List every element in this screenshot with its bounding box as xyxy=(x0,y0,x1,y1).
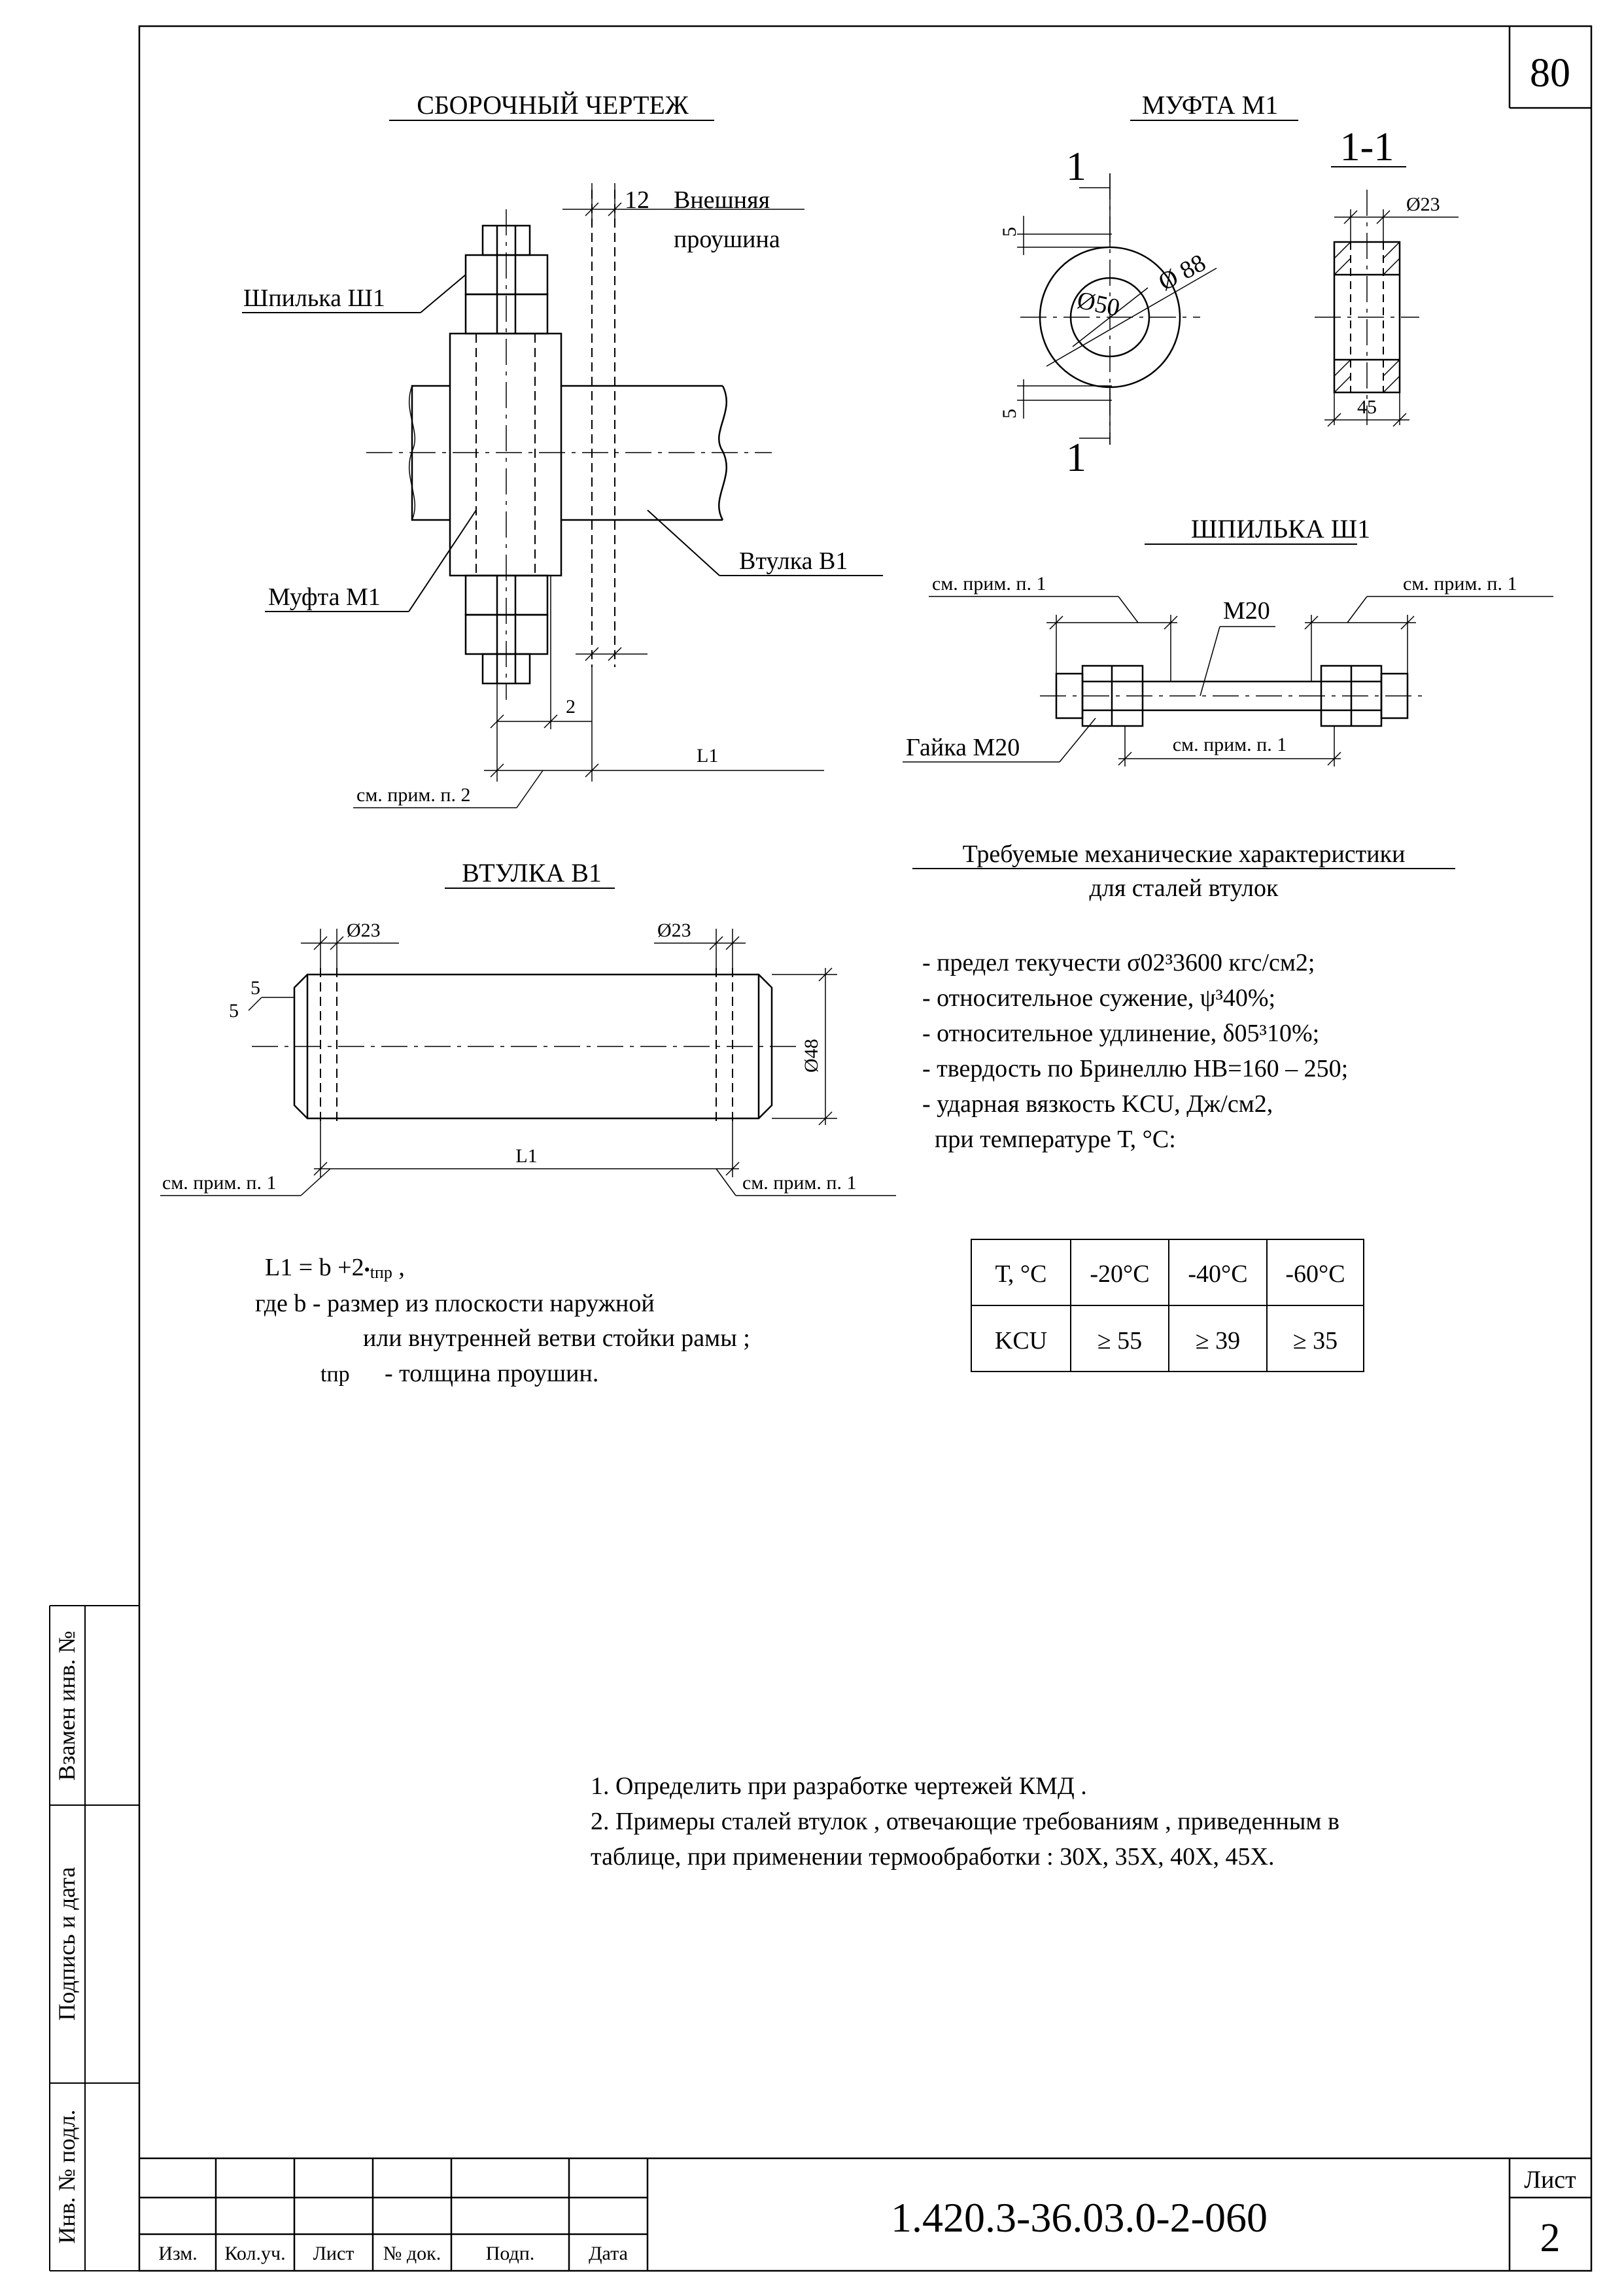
note-1: 1. Определить при разработке чертежей КМД . xyxy=(591,1772,1087,1800)
document-designation: 1.420.3-36.03.0-2-060 xyxy=(891,2194,1268,2241)
coupling-dim-5-top: 5 xyxy=(999,227,1020,237)
coupling-label: Муфта М1 xyxy=(268,583,381,611)
dim-l1-assembly: L1 xyxy=(697,745,719,767)
formula-line2: где b - размер из плоскости наружной xyxy=(255,1290,655,1317)
requirement-item-3: - относительное удлинение, δ05³10%; xyxy=(922,1020,1320,1047)
requirement-item-1: - предел текучести σ02³3600 кгс/см2; xyxy=(922,949,1315,976)
sleeve-dim-5b: 5 xyxy=(229,1000,239,1022)
stamp-replace-inv: Взамен инв. № xyxy=(54,1631,80,1781)
dim-2-l1-lines xyxy=(353,576,824,808)
formula-line4-sym: tпр xyxy=(320,1362,350,1387)
dim-12-lines xyxy=(562,183,804,661)
formula-line4-text: - толщина проушин. xyxy=(385,1360,599,1387)
stamp-inv-orig: Инв. № подл. xyxy=(54,2109,80,2244)
requirement-item-5: - ударная вязкость KCU, Дж/см2, xyxy=(922,1090,1273,1118)
stud-label: Шпилька Ш1 xyxy=(243,285,385,312)
table-header-40: -40°С xyxy=(1188,1260,1248,1288)
coupling-dim-5-bottom: 5 xyxy=(999,409,1020,419)
sheet-number: 2 xyxy=(1540,2216,1561,2260)
requirements-title-1: Требуемые механические характеристики xyxy=(962,840,1406,868)
table-header-temp: Т, °С xyxy=(995,1260,1047,1288)
stud-title: ШПИЛЬКА Ш1 xyxy=(1190,514,1371,544)
stud-thread: М20 xyxy=(1223,597,1270,625)
sleeve-note-ref-left: см. прим. п. 1 xyxy=(162,1172,277,1194)
sleeve-title: ВТУЛКА В1 xyxy=(462,858,602,888)
requirement-item-6: при температуре Т, °С: xyxy=(922,1126,1176,1153)
sleeve-dia-23-right: Ø23 xyxy=(657,920,691,941)
sleeve-dia-23-left: Ø23 xyxy=(347,920,381,941)
tb-col-sign: Подп. xyxy=(485,2243,535,2264)
cut-mark-top: 1 xyxy=(1066,145,1086,189)
section-dia-23: Ø23 xyxy=(1406,194,1440,215)
table-row-kcu: KCU xyxy=(994,1327,1048,1355)
sheet-label: Лист xyxy=(1524,2166,1576,2194)
formula-line3: или внутренней ветви стойки рамы ; xyxy=(363,1324,750,1352)
outer-lug-line1: Внешняя xyxy=(674,186,770,214)
sleeve-note-ref-right: см. прим. п. 1 xyxy=(742,1172,857,1194)
tb-col-doc: № док. xyxy=(383,2243,441,2264)
formula-line1: L1 = b +2•tпр , xyxy=(265,1254,405,1282)
requirement-item-4: - твердость по Бринеллю НВ=160 – 250; xyxy=(922,1055,1349,1082)
tb-col-izm: Изм. xyxy=(158,2243,198,2264)
note-2-cont: таблице, при применении термообработки : 30Х, 35Х, 40Х, 45Х. xyxy=(591,1843,1275,1871)
title-block-grid xyxy=(139,2158,1591,2271)
assembly-view xyxy=(409,226,727,683)
section-title: 1-1 xyxy=(1339,125,1394,169)
stud-note-ref-left: см. прим. п. 1 xyxy=(932,573,1046,595)
sheet-frame xyxy=(139,26,1591,2271)
stud-note-ref-mid: см. прим. п. 1 xyxy=(1172,734,1287,755)
coupling-dia-50: Ø50 xyxy=(1075,286,1122,322)
coupling-dia-88: Ø 88 xyxy=(1154,249,1211,296)
dim-2: 2 xyxy=(566,696,576,717)
stud-note-ref-right: см. прим. п. 1 xyxy=(1403,573,1517,595)
assembly-title: СБОРОЧНЫЙ ЧЕРТЕЖ xyxy=(417,90,689,120)
sleeve-dia-48: Ø48 xyxy=(801,1039,822,1073)
section-dim-45: 45 xyxy=(1357,396,1377,418)
assembly-centerlines xyxy=(366,209,772,700)
tb-col-date: Дата xyxy=(589,2243,628,2264)
stamp-sign-date: Подпись и дата xyxy=(54,1867,80,2021)
note-2: 2. Примеры сталей втулок , отвечающие требованиям , приведенным в xyxy=(591,1808,1339,1835)
tb-col-list: Лист xyxy=(313,2243,354,2264)
dim-12: 12 xyxy=(625,186,649,214)
table-header-20: -20°С xyxy=(1090,1260,1150,1288)
tb-col-kol: Кол.уч. xyxy=(224,2243,286,2264)
requirement-item-2: - относительное сужение, ψ³40%; xyxy=(922,984,1276,1012)
nut-label: Гайка М20 xyxy=(906,734,1020,761)
sleeve-dim-l1: L1 xyxy=(515,1145,538,1167)
requirements-title-2: для сталей втулок xyxy=(1089,874,1279,902)
page-number: 80 xyxy=(1530,51,1570,95)
outer-lug-line2: проушина xyxy=(674,226,780,253)
cut-mark-bottom: 1 xyxy=(1066,436,1086,480)
table-cell-55: ≥ 55 xyxy=(1097,1327,1143,1355)
table-header-60: -60°С xyxy=(1285,1260,1345,1288)
sleeve-dim-5a: 5 xyxy=(251,977,260,999)
table-cell-35: ≥ 35 xyxy=(1292,1327,1338,1355)
note-ref-2: см. прим. п. 2 xyxy=(356,784,471,806)
table-cell-39: ≥ 39 xyxy=(1195,1327,1241,1355)
coupling-title: МУФТА М1 xyxy=(1141,90,1279,120)
sleeve-label: Втулка В1 xyxy=(739,547,848,575)
